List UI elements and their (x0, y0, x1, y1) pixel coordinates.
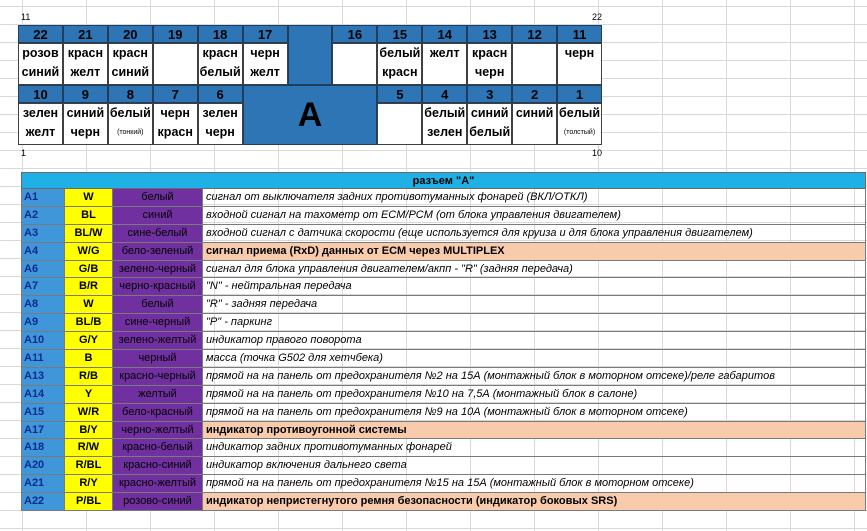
wire-color-cell: черно-красный (113, 278, 203, 295)
connector-pin-cell (557, 43, 602, 85)
connector-pin-number: 17 (243, 25, 288, 43)
pin-cell: A4 (21, 243, 65, 260)
wire-color-cell: красно-черный (113, 368, 203, 385)
description-cell: прямой на на панель от предохранителя №9 на 10А (монтажный блок в моторном отсеке) (203, 404, 866, 421)
connector-diagram (18, 25, 602, 145)
wire-color-secondary: синий (21, 65, 60, 79)
connector-pin-cell (198, 43, 243, 85)
description-cell: индикатор задних противотуманных фонарей (203, 439, 866, 456)
wire-code-cell: B/Y (65, 422, 113, 439)
connector-pin-cell (153, 43, 198, 85)
connector-pin-cell (63, 43, 108, 85)
description-cell: масса (точка G502 для хетчбека) (203, 350, 866, 367)
pin-cell: A14 (21, 386, 65, 403)
connector-pin-cell (377, 103, 422, 145)
table-row (21, 207, 866, 225)
connector-pin-number: 11 (557, 25, 602, 43)
wire-color-cell: желтый (113, 386, 203, 403)
pinout-table (21, 172, 866, 511)
connector-pin-number: 5 (377, 85, 422, 103)
table-row (21, 278, 866, 296)
connector-pin-number: 4 (422, 85, 467, 103)
wire-color-primary: зелен (22, 106, 59, 120)
connector-pin-number: 19 (153, 25, 198, 43)
description-cell: индикатор правого поворота (203, 332, 866, 349)
wire-color-cell: синий (113, 207, 203, 224)
wire-code-cell: R/B (65, 368, 113, 385)
table-title: разъем "А" (21, 172, 866, 189)
table-row (21, 350, 866, 368)
connector-pin-cell (422, 43, 467, 85)
wire-color-secondary: черн (474, 65, 505, 79)
connector-pin-number: 1 (557, 85, 602, 103)
pin-cell: A17 (21, 422, 65, 439)
table-row (21, 189, 866, 207)
wire-code-cell: P/BL (65, 493, 113, 510)
pin-cell: A18 (21, 439, 65, 456)
description-cell: прямой на на панель от предохранителя №10 на 7,5А (монтажный блок в салоне) (203, 386, 866, 403)
wire-code-cell: W (65, 296, 113, 313)
table-row (21, 404, 866, 422)
connector-pin-cell (18, 103, 63, 145)
wire-color-primary: красн (472, 46, 508, 60)
wire-color-cell: бело-зеленый (113, 243, 203, 260)
connector-pin-cell (377, 43, 422, 85)
wire-color-cell: бело-красный (113, 404, 203, 421)
wire-color-primary: красн (67, 46, 104, 60)
table-row (21, 439, 866, 457)
description-cell: сигнал от выключателя задних противотуманных фонарей (ВКЛ/ОТКЛ) (203, 189, 866, 206)
wire-color-primary: черн (250, 46, 280, 60)
wire-color-primary: белый (379, 46, 421, 60)
connector-pin-number: 22 (18, 25, 63, 43)
connector-pin-number: 8 (108, 85, 153, 103)
wire-color-primary: красн (112, 46, 148, 60)
wire-size-note: (тонкий) (117, 129, 144, 136)
connector-pin-number: 15 (377, 25, 422, 43)
connector-pin-cell (467, 43, 512, 85)
connector-pin-cell (153, 103, 198, 145)
wire-color-cell: красно-желтый (113, 475, 203, 492)
wire-color-secondary: желт (250, 65, 280, 79)
description-cell: сигнал для блока управления двигателем/акпп - "R" (задняя передача) (203, 261, 866, 278)
wire-color-cell: сине-белый (113, 225, 203, 242)
wire-color-primary: черн (160, 106, 190, 120)
connector-pin-cell (422, 103, 467, 145)
pin-cell: A1 (21, 189, 65, 206)
wire-color-secondary: зелен (427, 125, 463, 139)
wire-color-secondary: желт (25, 125, 56, 139)
wire-color-cell: красно-белый (113, 439, 203, 456)
pin-cell: A8 (21, 296, 65, 313)
pin-cell: A20 (21, 457, 65, 474)
wire-color-cell: красно-синий (113, 457, 203, 474)
description-cell: "R" - задняя передача (203, 296, 866, 313)
wire-color-secondary: синий (111, 65, 150, 79)
description-cell: входной сигнал на тахометр от ECM/PCM (от блока управления двигателем) (203, 207, 866, 224)
wire-color-primary: белый (559, 106, 601, 120)
wire-code-cell: R/W (65, 439, 113, 456)
table-row (21, 296, 866, 314)
wire-color-secondary: красн (157, 125, 193, 139)
wire-color-secondary: черн (205, 125, 235, 139)
connector-pin-number: 16 (332, 25, 377, 43)
wire-color-primary: красн (202, 46, 238, 60)
wire-code-cell: BL/W (65, 225, 113, 242)
corner-label-top-right: 22 (592, 12, 603, 22)
wire-code-cell: B/R (65, 278, 113, 295)
description-cell: индикатор непристегнутого ремня безопасности (индикатор боковых SRS) (203, 493, 866, 510)
connector-pin-number: 9 (63, 85, 108, 103)
wire-color-secondary: желт (70, 65, 101, 79)
description-cell: индикатор противоугонной системы (203, 422, 866, 439)
table-row (21, 493, 866, 511)
wire-color-primary: синий (66, 106, 105, 120)
connector-pin-cell (557, 103, 602, 145)
table-row (21, 243, 866, 261)
table-row (21, 332, 866, 350)
description-cell: сигнал приема (RxD) данных от ECM через MULTIPLEX (203, 243, 866, 260)
wire-code-cell: Y (65, 386, 113, 403)
pin-cell: A9 (21, 314, 65, 331)
pin-cell: A2 (21, 207, 65, 224)
connector-pin-number: 7 (153, 85, 198, 103)
table-row (21, 457, 866, 475)
connector-pin-number: 18 (198, 25, 243, 43)
wire-code-cell: R/Y (65, 475, 113, 492)
connector-pin-cell (18, 43, 63, 85)
wire-color-primary: зелен (202, 106, 238, 120)
wire-color-primary: черн (564, 46, 595, 60)
connector-pin-cell (108, 103, 153, 145)
wire-color-primary: синий (515, 106, 554, 120)
wire-color-cell: зелено-желтый (113, 332, 203, 349)
connector-pin-cell (243, 43, 288, 85)
wire-code-cell: W/G (65, 243, 113, 260)
description-cell: индикатор включения дальнего света (203, 457, 866, 474)
pin-cell: A3 (21, 225, 65, 242)
pin-cell: A6 (21, 261, 65, 278)
wire-color-secondary: белый (199, 65, 241, 79)
wire-color-secondary: белый (469, 125, 511, 139)
pin-cell: A11 (21, 350, 65, 367)
connector-pin-number: 20 (108, 25, 153, 43)
table-row (21, 422, 866, 440)
description-cell: прямой на на панель от предохранителя №15 на 15А (монтажный блок в моторном отсеке) (203, 475, 866, 492)
wire-code-cell: W (65, 189, 113, 206)
connector-pin-cell (332, 43, 377, 85)
description-cell: прямой на на панель от предохранителя №2 на 15А (монтажный блок в моторном отсеке)/реле габаритов (203, 368, 866, 385)
corner-label-top-left: 11 (21, 12, 31, 22)
wire-code-cell: B (65, 350, 113, 367)
table-row (21, 475, 866, 493)
connector-pin-number: 6 (198, 85, 243, 103)
table-row (21, 314, 866, 332)
wire-color-primary: белый (109, 106, 151, 120)
table-row (21, 261, 866, 279)
connector-pin-number: 10 (18, 85, 63, 103)
connector-key-top (288, 25, 333, 85)
wire-color-primary: розов (22, 46, 59, 60)
connector-pin-number: 21 (63, 25, 108, 43)
pin-cell: A22 (21, 493, 65, 510)
wire-code-cell: G/B (65, 261, 113, 278)
table-rows (21, 189, 866, 511)
table-row (21, 368, 866, 386)
description-cell: входной сигнал с датчика скорости (еще используется для круиза и для блока управления двигателем) (203, 225, 866, 242)
wire-code-cell: R/BL (65, 457, 113, 474)
wire-color-cell: белый (113, 296, 203, 313)
wire-code-cell: BL/B (65, 314, 113, 331)
pin-cell: A7 (21, 278, 65, 295)
wire-color-secondary: красн (382, 65, 418, 79)
connector-pin-cell (198, 103, 243, 145)
wire-color-cell: белый (113, 189, 203, 206)
wire-color-primary: белый (424, 106, 466, 120)
pin-cell: A13 (21, 368, 65, 385)
wire-color-cell: розово-синий (113, 493, 203, 510)
wire-color-primary: синий (470, 106, 509, 120)
connector-pin-number: 12 (512, 25, 557, 43)
connector-pin-cell (63, 103, 108, 145)
description-cell: "P" - паркинг (203, 314, 866, 331)
corner-label-bottom-left: 1 (21, 148, 27, 158)
connector-pin-number: 2 (512, 85, 557, 103)
connector-pin-number: 3 (467, 85, 512, 103)
description-cell: "N" - нейтральная передача (203, 278, 866, 295)
wire-color-secondary: черн (70, 125, 101, 139)
table-row (21, 386, 866, 404)
wire-code-cell: G/Y (65, 332, 113, 349)
wire-code-cell: W/R (65, 404, 113, 421)
connector-pin-cell (467, 103, 512, 145)
connector-pin-cell (108, 43, 153, 85)
wire-color-cell: черно-желтый (113, 422, 203, 439)
pin-cell: A21 (21, 475, 65, 492)
connector-pin-cell (512, 103, 557, 145)
table-row (21, 225, 866, 243)
wire-color-primary: желт (429, 46, 460, 60)
wire-color-cell: сине-черный (113, 314, 203, 331)
pin-cell: A10 (21, 332, 65, 349)
connector-pin-cell (512, 43, 557, 85)
connector-pin-number: 14 (422, 25, 467, 43)
wire-code-cell: BL (65, 207, 113, 224)
wire-color-cell: зелено-черный (113, 261, 203, 278)
pin-cell: A15 (21, 404, 65, 421)
wire-color-cell: черный (113, 350, 203, 367)
connector-pin-number: 13 (467, 25, 512, 43)
connector-label: A (243, 85, 378, 145)
corner-label-bottom-right: 10 (592, 148, 603, 158)
wire-size-note: (толстый) (563, 129, 596, 136)
